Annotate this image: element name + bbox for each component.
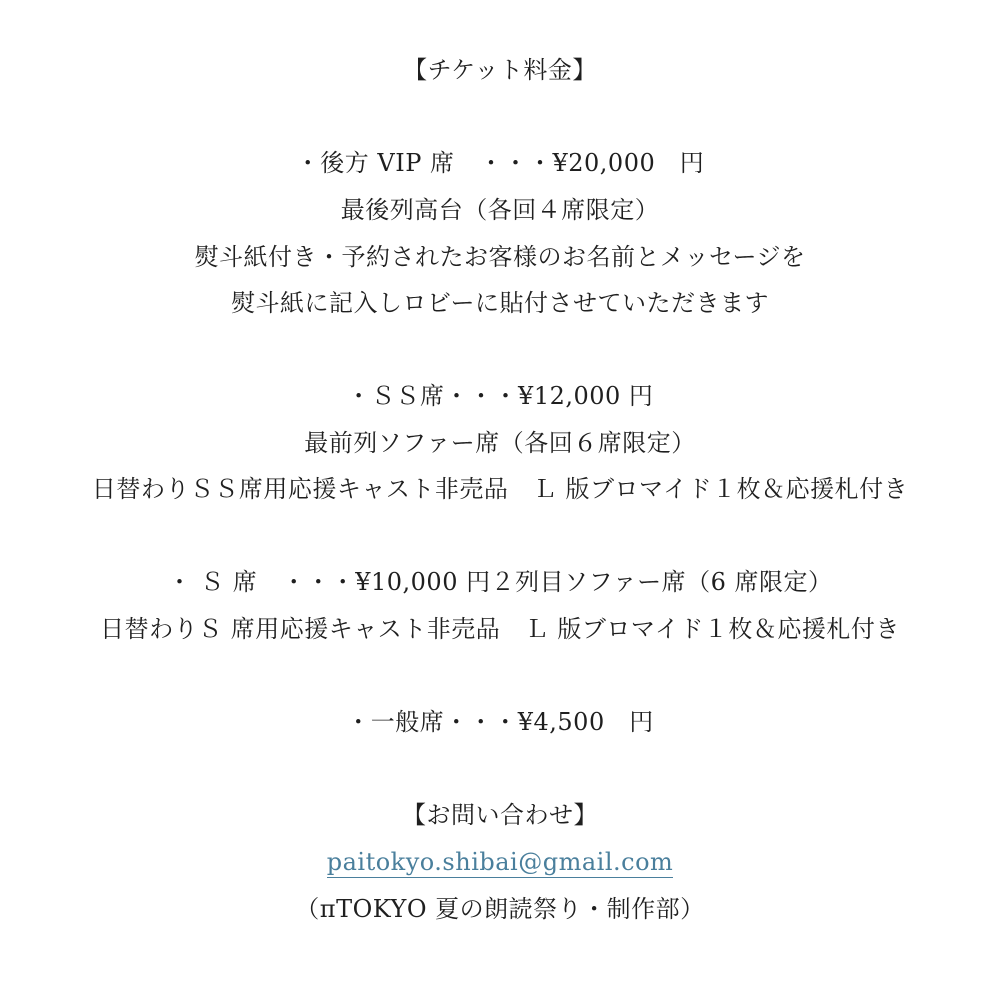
vip-seat-title: ・後方 VIP 席 ・・・¥20,000 円	[295, 149, 705, 177]
ss-seat-detail-2: 日替わりＳＳ席用応援キャスト非売品 Ｌ 版ブロマイド１枚＆応援札付き	[91, 475, 909, 503]
vip-seat-detail-3: 熨斗紙に記入しロビーに貼付させていただきます	[230, 289, 770, 317]
ss-seat-title: ・ＳＳ席・・・¥12,000 円	[346, 382, 654, 410]
contact-heading: 【お問い合わせ】	[402, 801, 598, 829]
general-seat-title: ・一般席・・・¥4,500 円	[346, 708, 654, 736]
vip-seat-detail-1: 最後列高台（各回４席限定）	[340, 196, 660, 224]
contact-email-link[interactable]: paitokyo.shibai@gmail.com	[326, 848, 674, 876]
s-seat-detail-1: 日替わりＳ 席用応援キャスト非売品 Ｌ 版ブロマイド１枚＆応援札付き	[100, 615, 900, 643]
s-seat-title: ・ Ｓ 席 ・・・¥10,000 円２列目ソファー席（6 席限定）	[167, 568, 833, 596]
ss-seat-detail-1: 最前列ソファー席（各回６席限定）	[304, 429, 696, 457]
ticket-price-heading: 【チケット料金】	[403, 56, 597, 84]
contact-organization: （πTOKYO 夏の朗読祭り・制作部）	[295, 895, 705, 923]
contact-email-row	[0, 845, 1000, 879]
vip-seat-detail-2: 熨斗紙付き・予約されたお客様のお名前とメッセージを	[194, 243, 806, 271]
